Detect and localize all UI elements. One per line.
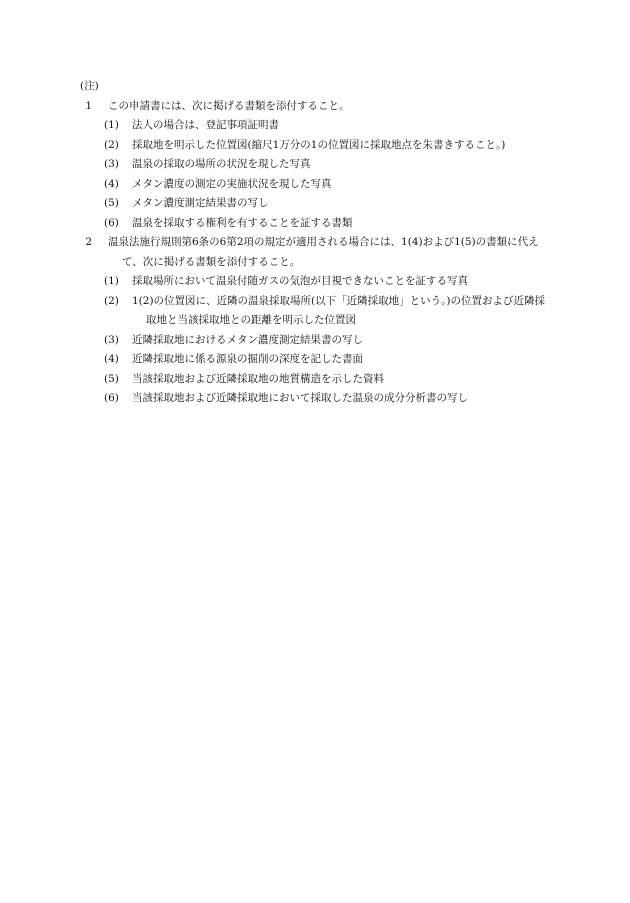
- list-item-text: 法人の場合は、登記事項証明書: [132, 119, 279, 131]
- note-heading: (注): [80, 80, 99, 92]
- list-item: [80, 389, 550, 409]
- notes-block: [80, 77, 550, 409]
- list-item-text: 当該採取地および近隣採取地の地質構造を示した資料: [132, 372, 384, 385]
- list-item-number: (1): [104, 119, 119, 131]
- list-item-text: 温泉を採取する権利を有することを証する書類: [132, 216, 353, 229]
- section-text: 温泉法施行規則第6条の6第2項の規定が適用される場合には、1(4)および1(5)の書類に代えて、次に掲げる書類を添付すること。: [108, 236, 539, 268]
- list-item-text: 採取地を明示した位置図(縮尺1万分の1の位置図に採取地点を朱書きすること。): [132, 138, 506, 151]
- list-item-number: (5): [104, 197, 119, 209]
- list-item: [80, 370, 550, 390]
- list-item: [80, 331, 550, 351]
- list-item-text: 温泉の採取の場所の状況を現した写真: [132, 158, 311, 170]
- list-item: [80, 194, 550, 214]
- list-item-text: 近隣採取地におけるメタン濃度測定結果書の写し: [132, 333, 363, 346]
- list-item-text: 近隣採取地に係る源泉の掘削の深度を記した書面: [132, 353, 363, 365]
- list-item: [80, 175, 550, 195]
- list-item: [80, 214, 550, 234]
- section-text: この申請書には、次に掲げる書類を添付すること。: [108, 99, 350, 112]
- list-item-number: (1): [104, 275, 119, 287]
- list-item: [80, 155, 550, 175]
- list-item-number: (3): [104, 158, 119, 170]
- list-item: [80, 136, 550, 156]
- section-2: [80, 233, 550, 272]
- section-1: [80, 97, 550, 117]
- list-item-text: 当該採取地および近隣採取地において採取した温泉の成分分析書の写し: [132, 392, 468, 404]
- list-item-number: (4): [104, 177, 119, 190]
- list-item-number: (6): [104, 216, 119, 229]
- section-number: 2: [85, 236, 92, 248]
- list-item-number: (5): [104, 372, 119, 385]
- list-item-text: メタン濃度の測定の実施状況を現した写真: [132, 177, 332, 190]
- list-item-number: (2): [104, 138, 119, 151]
- list-item: [80, 292, 550, 331]
- list-item-text: メタン濃度測定結果書の写し: [132, 197, 269, 209]
- list-item-text: 採取場所において温泉付随ガスの気泡が目視できないことを証する写真: [132, 275, 468, 287]
- list-item-number: (2): [104, 294, 119, 307]
- list-item: [80, 350, 550, 370]
- section-number: 1: [85, 99, 92, 112]
- list-item: [80, 272, 550, 292]
- list-item-text: 1(2)の位置図に、近隣の温泉採取場所(以下「近隣採取地」という。)の位置および近隣採取地と当該採取地との距離を明示した位置図: [132, 294, 545, 326]
- list-item: [80, 116, 550, 136]
- list-item-number: (3): [104, 333, 119, 346]
- list-item-number: (6): [104, 392, 119, 404]
- list-item-number: (4): [104, 353, 119, 365]
